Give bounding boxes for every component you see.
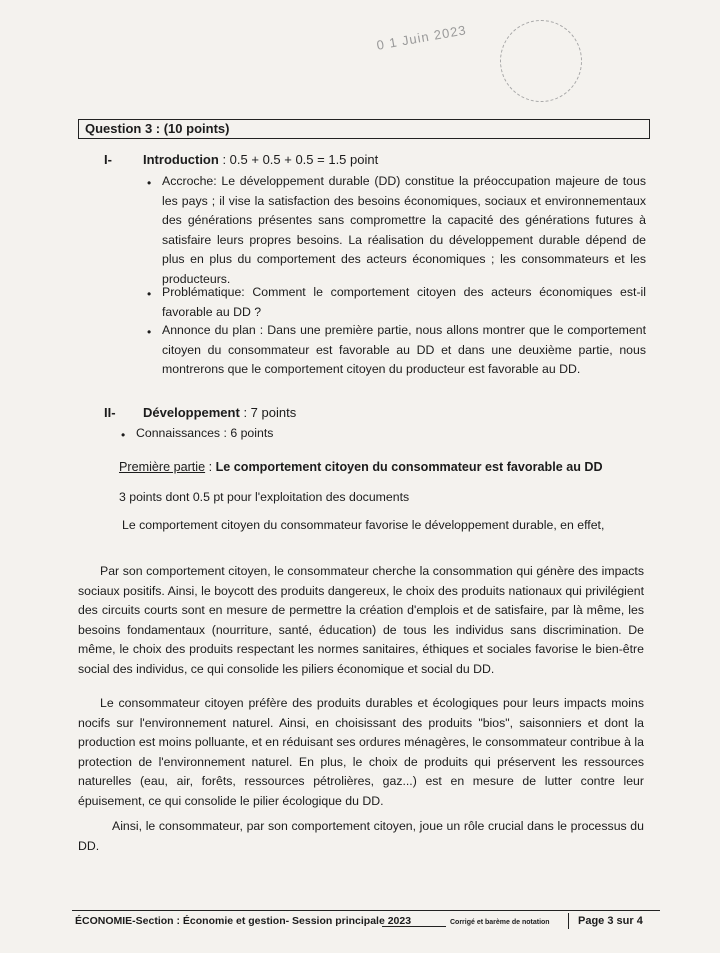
bullet-dot: • xyxy=(147,287,152,301)
accroche-text: Accroche: Le développement durable (DD) constitue la préoccupation majeure de tous les pays ; il vise la satisfaction des besoins économiques, sociaux et environnementaux des générations présentes sans compromettre la capacité des générations futures à satisfaire leurs propres besoins. La réalisation du développement durable dépend de plus en plus du comportement des acteurs économiques ; les consommateurs et les producteurs. xyxy=(162,174,646,286)
connaissances-text: Connaissances : 6 points xyxy=(136,426,274,440)
paragraph-2: Par son comportement citoyen, le consommateur cherche la consommation qui génère des impacts sociaux positifs. Ainsi, le boycott des produits dangereux, le choix des produits nationaux qui privilégient des circuits courts sont en mesure de permettre la création d'emplois et de satisfaire, par là même, les besoins fondamentaux (nourriture, santé, éducation) de tous les individus sans discrimination. De même, le choix des produits respectant les normes sanitaires, éthiques et sociales favorise le bien-être social des individus, ce qui consolide les piliers économique et social du DD. xyxy=(78,564,644,676)
section-1-points: : 0.5 + 0.5 + 0.5 = 1.5 point xyxy=(222,152,379,167)
paragraph-3: Le consommateur citoyen préfère des produits durables et écologiques pour leurs impacts moins nocifs sur l'environnement naturel. Ainsi, en choisissant des produits "bios", saisonniers et dont la production est moins polluante, et en réduisant ses ordures ménagères, le consommateur contribue à la protection de l'environnement naturel. En plus, le choix de produits qui préservent les ressources naturelles (eau, air, forêts, ressources pétrolières, gaz...) est en mesure de lutter contre leur épuisement, ce qui consolide le pilier écologique du DD. xyxy=(78,696,644,808)
annonce-text: Annonce du plan : Dans une première partie, nous allons montrer que le comportement citoyen du consommateur est favorable au DD et dans une deuxième partie, nous montrerons que le comportement citoyen du producteur est favorable au DD. xyxy=(162,323,646,376)
section-2-heading xyxy=(143,405,296,420)
stamp-date: 0 1 Juin 2023 xyxy=(375,22,468,53)
footer-underline xyxy=(382,926,446,927)
question-header: Question 3 : (10 points) xyxy=(78,119,650,139)
footer-rule xyxy=(72,910,660,911)
section-1-heading xyxy=(143,152,378,167)
footer-separator xyxy=(568,913,569,929)
part-title: Le comportement citoyen du consommateur est favorable au DD xyxy=(215,460,603,474)
paragraph-4: Ainsi, le consommateur, par son comportement citoyen, joue un rôle crucial dans le processus du DD. xyxy=(78,819,644,853)
section-1-number: I- xyxy=(104,152,112,167)
seal-stamp xyxy=(500,20,582,102)
part-separator: : xyxy=(205,460,216,474)
part-lead: Première partie xyxy=(119,460,206,474)
part-heading xyxy=(119,460,603,474)
footer-subtitle: Corrigé et barème de notation xyxy=(450,919,550,926)
part-points: 3 points dont 0.5 pt pour l'exploitation des documents xyxy=(119,490,410,504)
section-2-number: II- xyxy=(104,405,116,420)
problematique-text: Problématique: Comment le comportement citoyen des acteurs économiques est-il favorable au DD ? xyxy=(162,285,646,319)
section-2-title: Développement xyxy=(143,405,240,420)
paragraph-1: Le comportement citoyen du consommateur favorise le développement durable, en effet, xyxy=(122,518,605,532)
section-1-title: Introduction xyxy=(143,152,219,167)
bullet-dot: • xyxy=(147,325,152,339)
footer-exam-label: ÉCONOMIE-Section : Économie et gestion- Session principale 2023 xyxy=(75,915,412,927)
bullet-dot: • xyxy=(121,428,126,442)
page-number: Page 3 sur 4 xyxy=(578,915,643,927)
section-2-points: : 7 points xyxy=(243,405,297,420)
bullet-dot: • xyxy=(147,176,152,190)
